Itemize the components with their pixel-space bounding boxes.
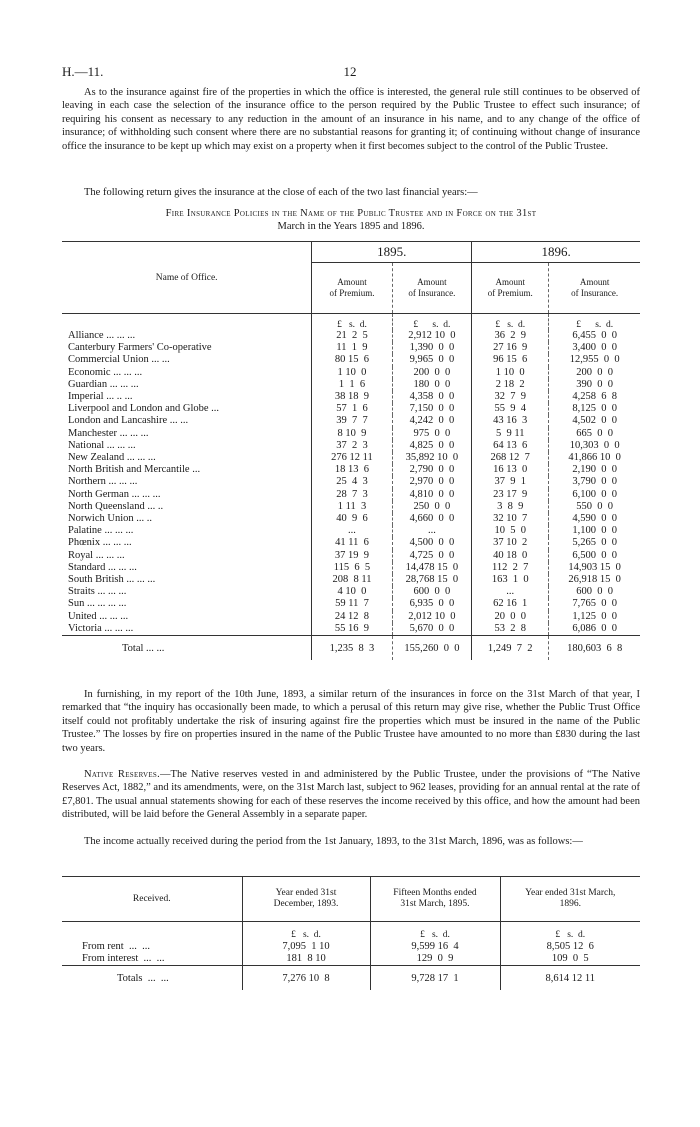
- fire-table-row: [62, 403, 640, 415]
- income-header-1895: [370, 877, 500, 922]
- units-premium-1895: £ s. d.: [312, 314, 392, 331]
- income-total-row: [62, 966, 640, 991]
- fire-table-row: [62, 452, 640, 464]
- office-name: New Zealand ... ... ...: [68, 452, 156, 464]
- premium-1896: 27 16 9: [472, 342, 549, 354]
- office-name: Economic ... ... ...: [68, 366, 143, 378]
- insurance-1896: 10,303 0 0: [549, 440, 640, 452]
- premium-1895: 39 7 7: [312, 415, 392, 427]
- units-spacer: [62, 922, 242, 941]
- income-total-1896: 8,614 12 11: [500, 966, 640, 991]
- insurance-1895: 2,790 0 0: [392, 464, 471, 476]
- paragraph-losses: In furnishing, in my report of the 10th June, 1893, a similar return of the insurances in force on the 31st March of that year, I remarked that “the inquiry has occasionally been made, to which a perusal of this return may give rise, whether the Public Trust Office itself could not profitably undertake the risk of insuring against fire the properties which must be insured in the name of the Public Trustee.” The losses by fire on properties insured in the name of the Public Trustee have amounted to no more than £830 during the last two years.: [62, 689, 640, 754]
- fire-table-row: [62, 611, 640, 623]
- total-premium-1896: 1,249 7 2: [472, 636, 549, 661]
- income-1896: 109 0 5: [500, 953, 640, 966]
- income-1893: 7,095 1 10: [242, 940, 370, 953]
- insurance-1895: 35,892 10 0: [392, 452, 471, 464]
- fire-table-row: [62, 550, 640, 562]
- office-name: Guardian ... ... ...: [68, 378, 139, 390]
- total-insurance-1896: 180,603 6 8: [549, 636, 640, 661]
- subheader-insurance-1896: [549, 263, 640, 314]
- premium-1895: 55 16 9: [312, 623, 392, 636]
- premium-1895: 8 10 9: [312, 428, 392, 440]
- year-header-1895: 1895.: [312, 242, 472, 263]
- premium-1895: 1 1 6: [312, 379, 392, 391]
- insurance-1895: 4,825 0 0: [392, 440, 471, 452]
- income-table-body: [62, 940, 640, 966]
- office-name: London and Lancashire ... ...: [68, 415, 189, 427]
- premium-1896: ...: [472, 586, 549, 598]
- insurance-1896: 2,190 0 0: [549, 464, 640, 476]
- insurance-1895: 200 0 0: [392, 367, 471, 379]
- insurance-1896: 665 0 0: [549, 428, 640, 440]
- income-header-text: Year ended 31st December, 1893.: [273, 888, 339, 909]
- insurance-1895: 4,725 0 0: [392, 550, 471, 562]
- premium-1895: 115 6 5: [312, 562, 392, 574]
- income-units-1893: £ s. d.: [242, 922, 370, 941]
- paragraph-income-intro: The income actually received during the period from the 1st January, 1893, to the 31st March, 1896, was as follows:—: [84, 836, 583, 847]
- premium-1895: 25 4 3: [312, 476, 392, 488]
- premium-1896: 1 10 0: [472, 367, 549, 379]
- premium-1895: 1 11 3: [312, 501, 392, 513]
- insurance-1896: 6,455 0 0: [549, 330, 640, 342]
- premium-1895: 41 11 6: [312, 537, 392, 549]
- premium-1896: 268 12 7: [472, 452, 549, 464]
- insurance-1895: 4,810 0 0: [392, 489, 471, 501]
- fire-table-caption-line1: Fire Insurance Policies in the Name of the Public Trustee and in Force on the 31st: [165, 208, 537, 219]
- fire-table-row: [62, 598, 640, 610]
- office-name: Canterbury Farmers' Co-operative: [68, 342, 212, 354]
- premium-1895: 21 2 5: [312, 330, 392, 342]
- premium-1896: 112 2 7: [472, 562, 549, 574]
- paragraph-fire-insurance: As to the insurance against fire of the properties in which the office is interested, the general rule still continues to be observed of leaving in each case the selection of the insurance office to the person required by the Public Trustee to effect such insurance; of requiring his consent as necessary to any reduction in the amount of an insurance in his name, and to any change of the office of insurance; of withholding such consent where there are no substantial reasons for granting it; of continuing without change of insurance office the insurance to be kept up which may exist on a property when it first becomes subject to the control of the Public Trustee.: [62, 87, 640, 152]
- office-name: North German ... ... ...: [68, 488, 161, 500]
- insurance-1896: 5,265 0 0: [549, 537, 640, 549]
- insurance-1895: 180 0 0: [392, 379, 471, 391]
- insurance-1895: 975 0 0: [392, 428, 471, 440]
- fire-table-body: [62, 330, 640, 636]
- office-name: United ... ... ...: [68, 610, 129, 622]
- insurance-1896: 14,903 15 0: [549, 562, 640, 574]
- fire-table-row: [62, 489, 640, 501]
- premium-1896: 36 2 9: [472, 330, 549, 342]
- office-name: Royal ... ... ...: [68, 549, 125, 561]
- insurance-1896: 4,590 0 0: [549, 513, 640, 525]
- premium-1896: 62 16 1: [472, 598, 549, 610]
- insurance-1895: 7,150 0 0: [392, 403, 471, 415]
- premium-1896: 163 1 0: [472, 574, 549, 586]
- premium-1895: 80 15 6: [312, 354, 392, 366]
- office-name: Northern ... ... ...: [68, 476, 138, 488]
- units-insurance-1896: £ s. d.: [549, 314, 640, 331]
- insurance-1896: 550 0 0: [549, 501, 640, 513]
- premium-1896: 55 9 4: [472, 403, 549, 415]
- income-units-1895: £ s. d.: [370, 922, 500, 941]
- income-table: [62, 876, 640, 990]
- native-reserves-heading: Native Reserves.: [84, 769, 161, 780]
- insurance-1896: 3,400 0 0: [549, 342, 640, 354]
- premium-1896: 10 5 0: [472, 525, 549, 537]
- office-name: Victoria ... ... ...: [68, 622, 134, 634]
- insurance-1895: 1,390 0 0: [392, 342, 471, 354]
- premium-1895: 37 19 9: [312, 550, 392, 562]
- fire-table-row: [62, 367, 640, 379]
- premium-1895: 24 12 8: [312, 611, 392, 623]
- insurance-1895: 28,768 15 0: [392, 574, 471, 586]
- premium-1896: 43 16 3: [472, 415, 549, 427]
- fire-table-row: [62, 379, 640, 391]
- fire-table-row: [62, 501, 640, 513]
- office-name: Liverpool and London and Globe ...: [68, 403, 220, 415]
- office-name: North British and Mercantile ...: [68, 464, 201, 476]
- insurance-1896: 3,790 0 0: [549, 476, 640, 488]
- insurance-1896: 6,100 0 0: [549, 489, 640, 501]
- insurance-1895: 600 0 0: [392, 586, 471, 598]
- income-label: From rent ... ...: [82, 940, 150, 952]
- office-name: Phœnix ... ... ...: [68, 537, 132, 549]
- total-insurance-1895: 155,260 0 0: [392, 636, 471, 661]
- insurance-1896: 1,125 0 0: [549, 611, 640, 623]
- premium-1896: 53 2 8: [472, 623, 549, 636]
- income-1896: 8,505 12 6: [500, 940, 640, 953]
- insurance-1896: 7,765 0 0: [549, 598, 640, 610]
- insurance-1895: 4,660 0 0: [392, 513, 471, 525]
- insurance-1896: 4,258 6 8: [549, 391, 640, 403]
- premium-1896: 5 9 11: [472, 428, 549, 440]
- office-name: Standard ... ... ...: [68, 561, 137, 573]
- premium-1896: 96 15 6: [472, 354, 549, 366]
- income-table-row: [62, 953, 640, 966]
- fire-table-row: [62, 623, 640, 636]
- fire-table-row: [62, 391, 640, 403]
- fire-table-row: [62, 342, 640, 354]
- income-total-1893: 7,276 10 8: [242, 966, 370, 991]
- fire-table-row: [62, 586, 640, 598]
- office-name: Commercial Union ... ...: [68, 354, 170, 366]
- fire-table-row: [62, 513, 640, 525]
- income-1895: 129 0 9: [370, 953, 500, 966]
- income-units-1896: £ s. d.: [500, 922, 640, 941]
- total-label: Total ... ...: [62, 636, 312, 661]
- insurance-1896: 600 0 0: [549, 586, 640, 598]
- native-reserves-text: —The Native reserves vested in and administered by the Public Trustee, under the provisions of “The Native Reserves Act, 1882,” and its amendments, were, on the 31st March last, subject to 962 leases, providing for an annual rental at the rate of £7,801. The usual annual statements showing for each of these reserves the income received by this office, and how the amount had been distributed, will be laid before the General Assembly in a separate paper.: [62, 769, 641, 821]
- income-header-text: Fifteen Months ended 31st March, 1895.: [393, 888, 477, 909]
- insurance-1895: 14,478 15 0: [392, 562, 471, 574]
- insurance-1895: 2,970 0 0: [392, 476, 471, 488]
- premium-1895: 208 8 11: [312, 574, 392, 586]
- premium-1896: 64 13 6: [472, 440, 549, 452]
- fire-table-row: [62, 415, 640, 427]
- insurance-1895: 4,358 0 0: [392, 391, 471, 403]
- units-insurance-1895: £ s. d.: [392, 314, 471, 331]
- office-name: Sun ... ... ... ...: [68, 598, 127, 610]
- page-number: 12: [343, 64, 357, 79]
- premium-1896: 2 18 2: [472, 379, 549, 391]
- subheader-premium-1895: [312, 263, 392, 314]
- insurance-1895: 250 0 0: [392, 501, 471, 513]
- insurance-1896: 4,502 0 0: [549, 415, 640, 427]
- year-header-1896: 1896.: [472, 242, 640, 263]
- insurance-1896: 1,100 0 0: [549, 525, 640, 537]
- insurance-1895: 6,935 0 0: [392, 598, 471, 610]
- insurance-1896: 12,955 0 0: [549, 354, 640, 366]
- fire-table-row: [62, 574, 640, 586]
- column-header-name: Name of Office.: [155, 272, 218, 283]
- office-name: Straits ... ... ...: [68, 586, 127, 598]
- office-name: Palatine ... ... ...: [68, 525, 134, 537]
- office-name: North Queensland ... ..: [68, 500, 164, 512]
- premium-1895: 276 12 11: [312, 452, 392, 464]
- insurance-1896: 26,918 15 0: [549, 574, 640, 586]
- subheader-insurance-1895: [392, 263, 471, 314]
- income-total-1895: 9,728 17 1: [370, 966, 500, 991]
- subheader-text: Amount of Premium.: [329, 277, 375, 298]
- premium-1896: 37 10 2: [472, 537, 549, 549]
- premium-1895: 37 2 3: [312, 440, 392, 452]
- fire-table-row: [62, 562, 640, 574]
- insurance-1896: 390 0 0: [549, 379, 640, 391]
- paragraph-return-intro: The following return gives the insurance at the close of each of the two last financial years:—: [84, 187, 478, 198]
- units-premium-1896: £ s. d.: [472, 314, 549, 331]
- fire-table-row: [62, 354, 640, 366]
- insurance-1895: 4,242 0 0: [392, 415, 471, 427]
- premium-1896: 32 10 7: [472, 513, 549, 525]
- fire-table-row: [62, 525, 640, 537]
- office-name: South British ... ... ...: [68, 574, 156, 586]
- office-name: Alliance ... ... ...: [68, 330, 136, 341]
- premium-1895: 38 18 9: [312, 391, 392, 403]
- insurance-1895: 2,912 10 0: [392, 330, 471, 342]
- fire-table-row: [62, 464, 640, 476]
- insurance-1896: 6,086 0 0: [549, 623, 640, 636]
- premium-1896: 40 18 0: [472, 550, 549, 562]
- office-name: Imperial ... .. ...: [68, 391, 133, 403]
- income-1895: 9,599 16 4: [370, 940, 500, 953]
- document-code: H.—11.: [62, 64, 104, 79]
- total-premium-1895: 1,235 8 3: [312, 636, 392, 661]
- insurance-1895: 9,965 0 0: [392, 354, 471, 366]
- insurance-1896: 8,125 0 0: [549, 403, 640, 415]
- fire-table-row: [62, 330, 640, 342]
- insurance-1895: 5,670 0 0: [392, 623, 471, 636]
- office-name: National ... ... ...: [68, 439, 136, 451]
- fire-table-caption-line2: March in the Years 1895 and 1896.: [277, 221, 425, 232]
- premium-1896: 37 9 1: [472, 476, 549, 488]
- fire-table-caption: [62, 207, 640, 233]
- fire-table-row: [62, 476, 640, 488]
- premium-1895: 59 11 7: [312, 598, 392, 610]
- units-spacer: [62, 314, 312, 331]
- paragraph-native-reserves: [62, 768, 640, 822]
- income-label: From interest ... ...: [82, 953, 165, 965]
- premium-1895: 4 10 0: [312, 586, 392, 598]
- insurance-1896: 6,500 0 0: [549, 550, 640, 562]
- premium-1895: 18 13 6: [312, 464, 392, 476]
- premium-1895: 11 1 9: [312, 342, 392, 354]
- premium-1895: 1 10 0: [312, 367, 392, 379]
- premium-1895: 57 1 6: [312, 403, 392, 415]
- premium-1895: 28 7 3: [312, 489, 392, 501]
- fire-table-row: [62, 440, 640, 452]
- income-header-received: Received.: [62, 877, 242, 922]
- insurance-1895: 4,500 0 0: [392, 537, 471, 549]
- subheader-text: Amount of Insurance.: [408, 277, 456, 298]
- subheader-premium-1896: [472, 263, 549, 314]
- income-table-row: [62, 940, 640, 953]
- office-name: Manchester ... ... ...: [68, 427, 149, 439]
- fire-table-total-row: [62, 636, 640, 661]
- income-header-text: Year ended 31st March, 1896.: [525, 888, 616, 909]
- office-name: Norwich Union ... ..: [68, 513, 152, 525]
- premium-1896: 23 17 9: [472, 489, 549, 501]
- fire-table-row: [62, 537, 640, 549]
- premium-1895: 40 9 6: [312, 513, 392, 525]
- insurance-1895: ...: [392, 525, 471, 537]
- premium-1896: 20 0 0: [472, 611, 549, 623]
- income-header-1893: [242, 877, 370, 922]
- premium-1895: ...: [312, 525, 392, 537]
- subheader-text: Amount of Premium.: [487, 277, 533, 298]
- premium-1896: 16 13 0: [472, 464, 549, 476]
- income-1893: 181 8 10: [242, 953, 370, 966]
- income-total-label: Totals ... ...: [62, 966, 242, 991]
- fire-insurance-table: [62, 241, 640, 660]
- premium-1896: 32 7 9: [472, 391, 549, 403]
- subheader-text: Amount of Insurance.: [571, 277, 619, 298]
- income-header-1896: [500, 877, 640, 922]
- insurance-1895: 2,012 10 0: [392, 611, 471, 623]
- insurance-1896: 200 0 0: [549, 367, 640, 379]
- fire-table-row: [62, 428, 640, 440]
- premium-1896: 3 8 9: [472, 501, 549, 513]
- insurance-1896: 41,866 10 0: [549, 452, 640, 464]
